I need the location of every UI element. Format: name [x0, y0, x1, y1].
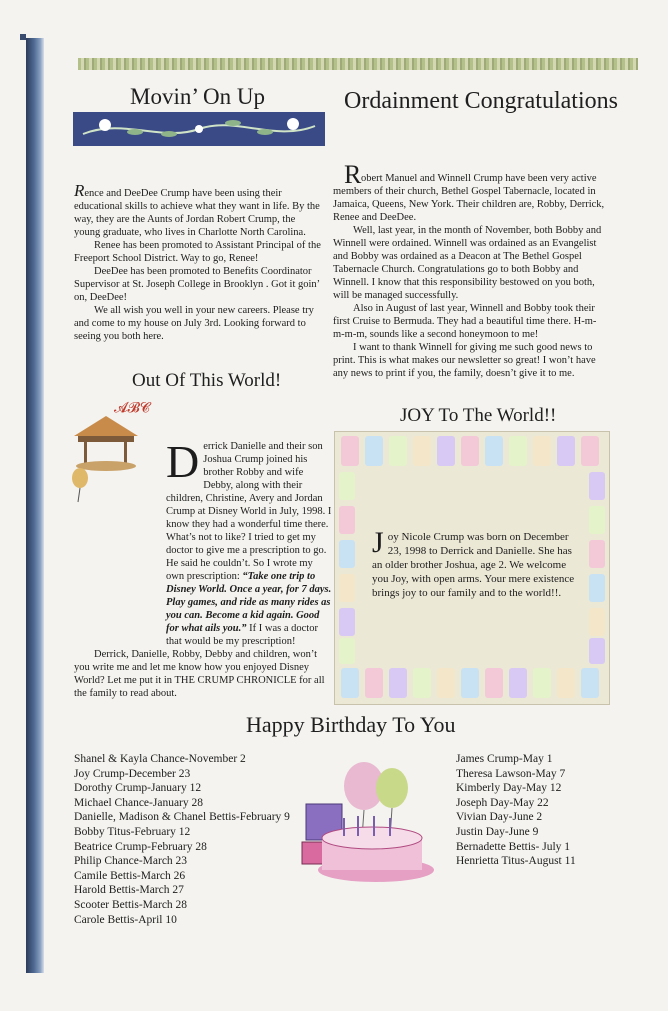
birthday-cake-clipart: [292, 758, 442, 898]
joy-paragraph: oy Nicole Crump was born on December 23, 1998 to Derrick and Danielle. She has an older brother Joshua, age 2. We welcome you Joy, with open arms. Your mere existence brings joy to our family and to the world!!.: [372, 531, 575, 599]
birthday-entry: Harold Bettis-March 27: [74, 884, 184, 897]
birthday-entry: Henrietta Titus-August 11: [456, 855, 576, 868]
birthday-list-left: [74, 752, 290, 927]
world-paragraph-2: Derrick, Danielle, Robby, Debby and children, won’t you write me and let me know how you enjoyed Disney World? Let me put it in THE CRUMP CHRONICLE for all the family to read about.: [74, 649, 325, 699]
ordainment-paragraph-4: I want to thank Winnell for giving me such good news to print. This is what makes our newsletter so great! I won’t have any news to print if you, the family, doesn’t give it to me.: [333, 342, 596, 379]
birthday-entry: Bobby Titus-February 12: [74, 825, 191, 838]
birthday-entry: Camile Bettis-March 26: [74, 869, 186, 882]
movin-paragraph-1: ence and DeeDee Crump have been using their educational skills to achieve what they want in life. By the way, they are the Aunts of Jordan Robert Crump, the young graduate, who lives in Charlotte North Carolina.: [74, 188, 320, 238]
ordainment-paragraph-1: obert Manuel and Winnell Crump have been very active members of their church, Bethel Gospel Tabernacle, located in Jamaica, Queens, New York. Their children are, Robby, Derrick, Renee and DeeDee.: [333, 173, 605, 223]
birthday-entry: Michael Chance-January 28: [74, 796, 204, 809]
movin-drop-cap: R: [74, 181, 85, 200]
ordainment-drop-cap: R: [344, 160, 362, 189]
birthday-entry: Bernadette Bettis- July 1: [456, 840, 571, 853]
birthday-list-right: [456, 752, 576, 869]
joy-body: [372, 526, 582, 600]
floral-banner-art: [73, 112, 325, 146]
world-after-quote: If I was a doctor that would be my prescription!: [166, 623, 318, 647]
ordainment-body: [333, 172, 607, 380]
birthday-entry: Kimberly Day-May 12: [456, 782, 562, 795]
birthday-entry: Dorothy Crump-January 12: [74, 782, 202, 795]
birthday-entry: Shanel & Kayla Chance-November 2: [74, 753, 246, 765]
ordainment-paragraph-3: Also in August of last year, Winnell and Bobby took their first Cruise to Bermuda. They had a beautiful time there. H-m-m-m-m, sounds like a second honeymoon to me!: [333, 303, 597, 340]
world-paragraph-1: errick Danielle and their son Joshua Crump joined his brother Robby and wife Debby, along with their children, Christine, Avery and Jordan Crump at Disney World in July, 1998. I know they had a wonderful time there. What’s not to like? I tried to get my doctor to give me a prescription to go. He said he couldn’t. So I wrote my own prescription:: [166, 441, 332, 582]
birthday-title: Happy Birthday To You: [246, 712, 456, 737]
decorative-top-band: [78, 58, 638, 70]
world-drop-cap: D: [166, 436, 200, 487]
joy-drop-cap: J: [372, 526, 384, 559]
birthday-entry: Carole Bettis-April 10: [74, 913, 177, 926]
movin-paragraph-3: DeeDee has been promoted to Benefits Coordinator Supervisor at St. Joseph College in Brooklyn . Got it goin’ on, DeeDee!: [74, 266, 320, 303]
movin-paragraph-2: Renee has been promoted to Assistant Principal of the Freeport School District. Way to go, Renee!: [74, 240, 321, 264]
birthday-entry: James Crump-May 1: [456, 753, 553, 765]
world-title: Out Of This World!: [132, 370, 282, 391]
birthday-entry: Beatrice Crump-February 28: [74, 840, 207, 853]
joy-title: JOY To The World!!: [400, 405, 557, 426]
ordainment-paragraph-2: Well, last year, in the month of November, both Bobby and Winnell were ordained. Winnell was ordained as an Evangelist and Bobby was ordained as a Deacon at The Bethel Gospel Tabernacle Church. Congratulations go to both Bobby and Winnell. I know that this responsibility bestowed on you both, will be managed successfully.: [333, 225, 602, 301]
movin-title: Movin’ On Up: [130, 84, 266, 109]
birthday-entry: Danielle, Madison & Chanel Bettis-February 9: [74, 811, 290, 824]
ordainment-title: Ordainment Congratulations: [344, 88, 618, 114]
birthday-entry: Joseph Day-May 22: [456, 796, 549, 809]
birthday-entry: Scooter Bettis-March 28: [74, 898, 188, 911]
birthday-entry: Philip Chance-March 23: [74, 855, 188, 868]
birthday-entry: Vivian Day-June 2: [456, 811, 543, 824]
floral-banner: [73, 112, 325, 146]
svg-text:𝓐𝓑𝓒: 𝓐𝓑𝓒: [114, 401, 150, 416]
movin-paragraph-4: We all wish you well in your new careers. Please try and come to my house on July 3rd. Looking forward to seeing you both here.: [74, 305, 314, 342]
world-body: [74, 436, 332, 700]
world-prescription-quote: “Take one trip to Disney World. Once a year, for 7 days. Play games, and ride as many rides as you can. Become a kid again. Good for what ails you.”: [166, 571, 332, 634]
birthday-entry: Justin Day-June 9: [456, 825, 539, 838]
binding-spine: [26, 38, 44, 973]
movin-body: [74, 181, 324, 343]
birthday-entry: Joy Crump-December 23: [74, 767, 191, 780]
birthday-entry: Theresa Lawson-May 7: [456, 767, 566, 780]
